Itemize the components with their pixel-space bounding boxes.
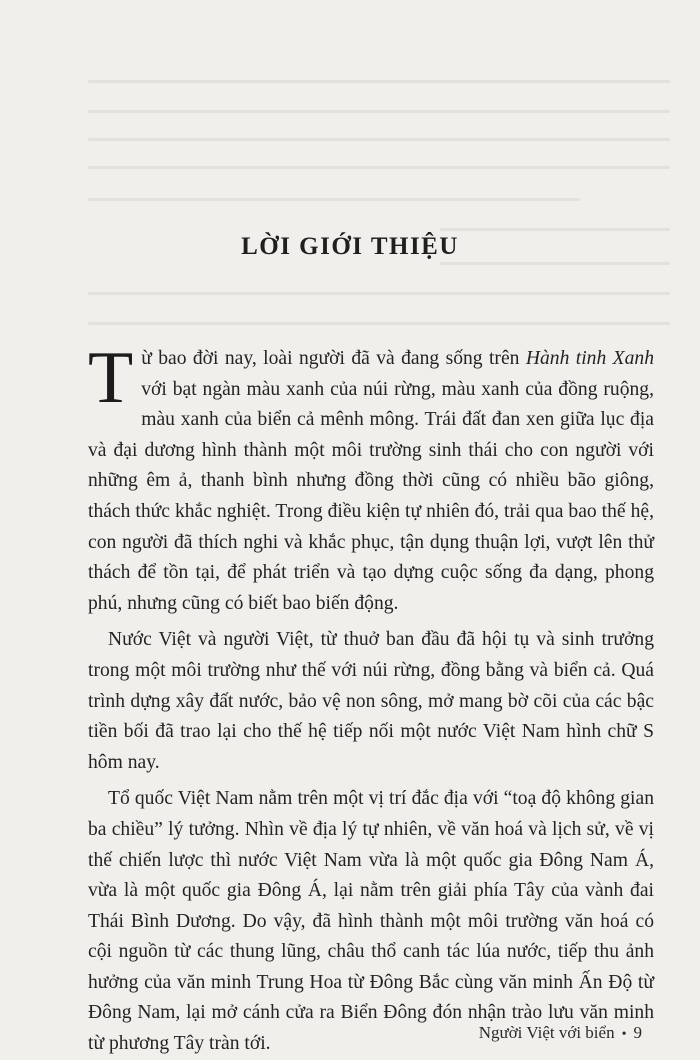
page-title: LỜI GIỚI THIỆU bbox=[241, 233, 459, 260]
paragraph-1-text-a: ừ bao đời nay, loài người đã và đang sống trên bbox=[141, 348, 526, 369]
paragraph-1-text-b: với bạt ngàn màu xanh của núi rừng, màu xanh của đồng ruộng, màu xanh của biển cả mênh mông. Trái đất đan xen giữa lục địa và đại dương hình thành một môi trường sinh thái cho con người với những êm ả, thanh bình nhưng đồng thời cũng có nhiều bão giông, thách thức khắc nghiệt. Trong điều kiện tự nhiên đó, trải qua bao thế hệ, con người đã thích nghi và khắc phục, tận dụng thuận lợi, vượt lên thử thách để tồn tại, để phát triển và tạo dựng cuộc sống đa dạng, phong phú, nhưng cũng có biết bao biến động. bbox=[88, 378, 654, 614]
paragraph-3: Tổ quốc Việt Nam nằm trên một vị trí đắc địa với “toạ độ không gian ba chiều” lý tưởng. Nhìn về địa lý tự nhiên, về văn hoá và lịch sử, về vị thế chiến lược thì nước Việt Nam vừa là một quốc gia Đông Nam Á, vừa là một quốc gia Đông Á, lại nằm trên giải phía Tây của vành đai Thái Bình Dương. Do vậy, đã hình thành một môi trường văn hoá có cội nguồn từ các thung lũng, châu thổ canh tác lúa nước, tiếp thu ảnh hưởng của văn minh Trung Hoa từ Đông Bắc cùng văn minh Ấn Độ từ Đông Nam, lại mở cánh cửa ra Biển Đông đón nhận trào lưu văn minh từ phương Tây tràn tới. bbox=[88, 788, 654, 1055]
page-number: 9 bbox=[633, 1023, 642, 1042]
paragraph-1-italic: Hành tinh Xanh bbox=[525, 348, 654, 369]
paragraph-2: Nước Việt và người Việt, từ thuở ban đầu đã hội tụ và sinh trưởng trong một môi trường như thế với núi rừng, đồng bằng và biển cả. Quá trình dựng xây đất nước, bảo vệ non sông, mở mang bờ cõi của các bậc tiền bối đã trao lại cho thế hệ tiếp nối một nước Việt Nam hình chữ S hôm nay. bbox=[88, 629, 654, 773]
running-title: Người Việt với biển bbox=[478, 1023, 615, 1042]
body-text bbox=[88, 337, 654, 1060]
page-footer bbox=[479, 1023, 642, 1043]
footer-bullet: • bbox=[621, 1027, 627, 1042]
drop-cap: T bbox=[88, 337, 134, 419]
paragraph-1 bbox=[88, 337, 654, 619]
